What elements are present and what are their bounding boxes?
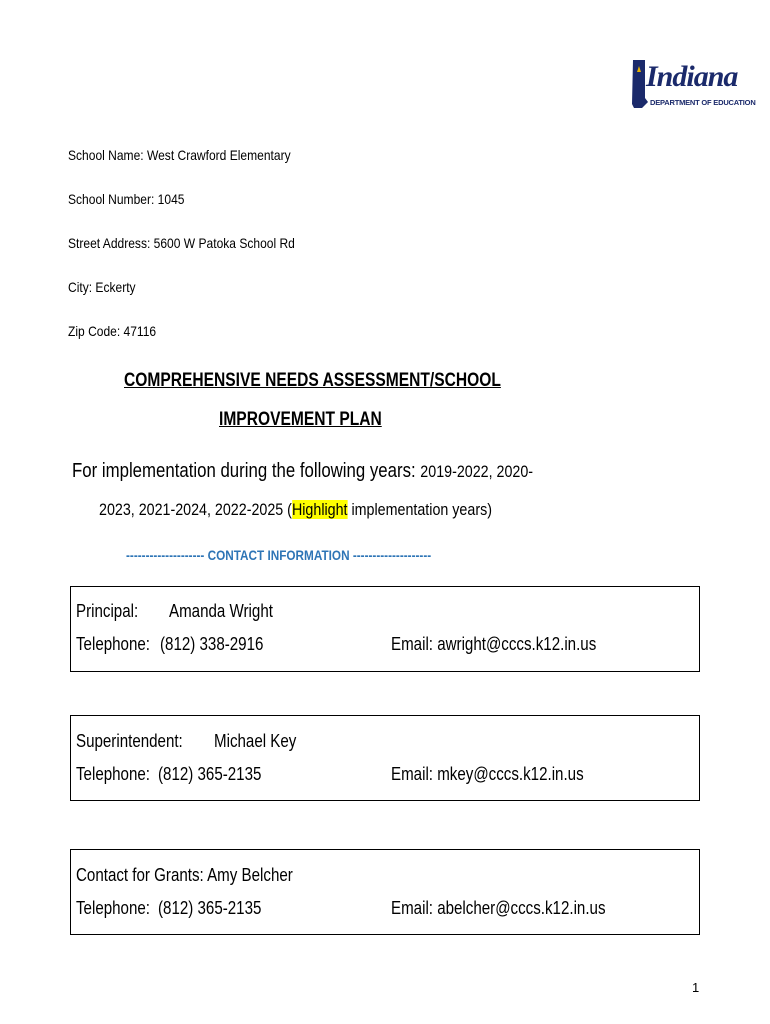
principal-telephone: (812) 338-2916 [160,634,264,654]
implementation-line2 [99,500,492,520]
grants-contact-role: Contact for Grants: Amy Belcher [76,865,293,885]
zip-code: Zip Code: 47116 [68,323,157,339]
principal-role: Principal: [76,601,139,621]
superintendent-email: Email: mkey@cccs.k12.in.us [391,764,584,784]
highlight-text: Highlight [291,500,348,519]
page-number: 1 [692,980,700,995]
city: City: Eckerty [68,279,136,295]
implementation-prefix: For implementation during the following years: [72,460,421,482]
school-name: School Name: West Crawford Elementary [68,147,291,163]
logo-subtitle: DEPARTMENT OF EDUCATION [650,98,756,107]
document-title-line2: IMPROVEMENT PLAN [219,409,382,430]
indiana-doe-logo [630,58,756,114]
grants-telephone: (812) 365-2135 [158,898,262,918]
superintendent-contact-box [70,715,700,801]
implementation-years-2: 2023, 2021-2024, 2022-2025 ( [99,500,292,519]
principal-name: Amanda Wright [169,601,273,621]
street-address: Street Address: 5600 W Patoka School Rd [68,235,295,251]
logo-wordmark: Indiana [646,60,738,93]
superintendent-role: Superintendent: [76,731,183,751]
implementation-suffix: implementation years) [347,500,492,519]
contact-information-header: -------------------- CONTACT INFORMATION -------------------- [126,547,432,563]
grants-contact-box [70,849,700,935]
grants-email: Email: abelcher@cccs.k12.in.us [391,898,606,918]
school-number: School Number: 1045 [68,191,185,207]
grants-telephone-label: Telephone: [76,898,150,918]
superintendent-name: Michael Key [214,731,297,751]
document-title-line1: COMPREHENSIVE NEEDS ASSESSMENT/SCHOOL [124,370,501,391]
superintendent-telephone-label: Telephone: [76,764,150,784]
implementation-line1 [72,460,533,483]
superintendent-telephone: (812) 365-2135 [158,764,262,784]
principal-telephone-label: Telephone: [76,634,150,654]
implementation-years-1: 2019-2022, 2020- [420,462,534,481]
principal-contact-box [70,586,700,672]
principal-email: Email: awright@cccs.k12.in.us [391,634,597,654]
